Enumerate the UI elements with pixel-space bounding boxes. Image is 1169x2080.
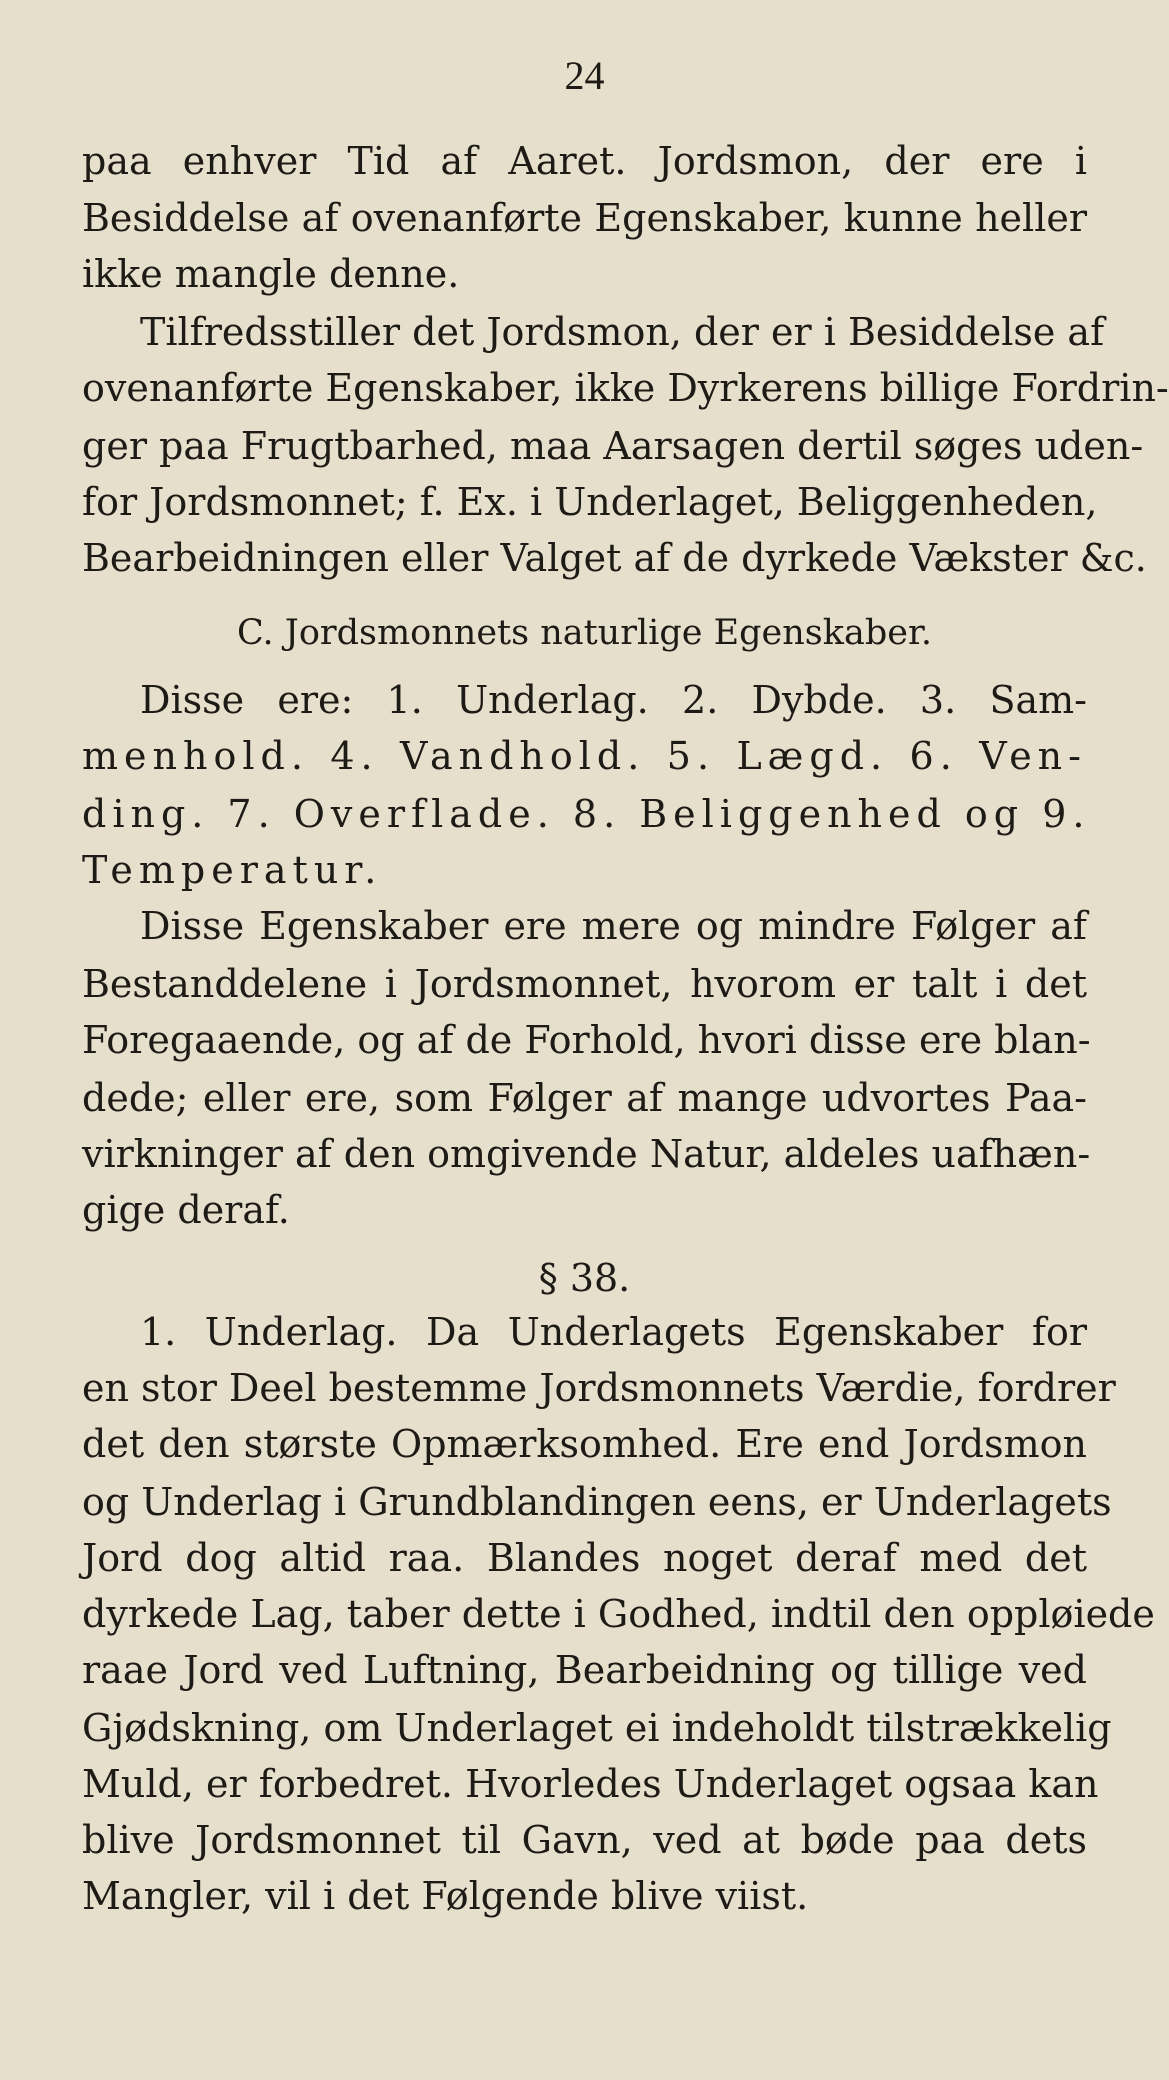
text-line: blive Jordsmonnet til Gavn, ved at bøde paa dets xyxy=(82,1818,1087,1862)
text-line: Foregaaende, og af de Forhold, hvori disse ere blan- xyxy=(82,1018,1091,1062)
text-line: gige deraf. xyxy=(82,1188,290,1232)
text-line: 1. Underlag. Da Underlagets Egenskaber for xyxy=(140,1310,1087,1354)
text-line: for Jordsmonnet; f. Ex. i Underlaget, Beliggenheden, xyxy=(82,480,1098,524)
text-line: raae Jord ved Luftning, Bearbeidning og tillige ved xyxy=(82,1648,1087,1692)
text-line: Muld, er forbedret. Hvorledes Underlaget ogsaa kan xyxy=(82,1762,1099,1806)
text-line: Gjødskning, om Underlaget ei indeholdt tilstrækkelig xyxy=(82,1706,1112,1750)
text-line: det den største Opmærksomhed. Ere end Jordsmon xyxy=(82,1422,1087,1466)
text-line: menhold. 4. Vandhold. 5. Lægd. 6. Ven- xyxy=(82,734,1087,778)
text-line: virkninger af den omgivende Natur, aldeles uafhæn- xyxy=(82,1132,1091,1176)
text-line: ger paa Frugtbarhed, maa Aarsagen dertil søges uden- xyxy=(82,424,1144,468)
text-line: og Underlag i Grundblandingen eens, er Underlagets xyxy=(82,1480,1112,1524)
text-line: paa enhver Tid af Aaret. Jordsmon, der ere i xyxy=(82,139,1087,183)
page-number: 24 xyxy=(564,53,605,98)
text-line: Disse Egenskaber ere mere og mindre Følger af xyxy=(140,904,1087,948)
text-line: Jord dog altid raa. Blandes noget deraf med det xyxy=(82,1536,1087,1580)
text-line: ovenanførte Egenskaber, ikke Dyrkerens billige Fordrin- xyxy=(82,366,1169,410)
paragraph-number: § 38. xyxy=(538,1256,631,1300)
text-line: Disse ere: 1. Underlag. 2. Dybde. 3. Sam- xyxy=(140,678,1087,722)
text-line: ikke mangle denne. xyxy=(82,252,460,296)
text-line: Mangler, vil i det Følgende blive viist. xyxy=(82,1874,809,1918)
text-line: ding. 7. Overflade. 8. Beliggenhed og 9. xyxy=(82,792,1091,836)
text-line: en stor Deel bestemme Jordsmonnets Værdie, fordrer xyxy=(82,1366,1116,1410)
text-line: Bestanddelene i Jordsmonnet, hvorom er talt i det xyxy=(82,962,1087,1006)
text-line: Tilfredsstiller det Jordsmon, der er i Besiddelse af xyxy=(140,310,1105,354)
text-line: dede; eller ere, som Følger af mange udvortes Paa- xyxy=(82,1076,1087,1120)
text-line: Bearbeidningen eller Valget af de dyrkede Vækster &c. xyxy=(82,536,1147,580)
text-line: dyrkede Lag, taber dette i Godhed, indtil den oppløiede xyxy=(82,1592,1155,1636)
text-line: Temperatur. xyxy=(82,848,383,892)
section-heading: C. Jordsmonnets naturlige Egenskaber. xyxy=(237,613,932,653)
text-line: Besiddelse af ovenanførte Egenskaber, kunne heller xyxy=(82,196,1087,240)
